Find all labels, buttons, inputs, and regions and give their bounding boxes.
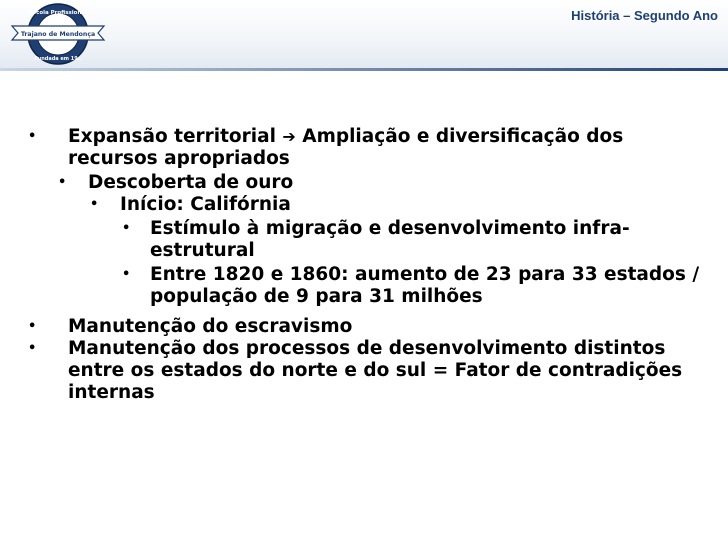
logo-bottom-text: Fundada em 19.. (34, 56, 82, 62)
school-logo (6, 2, 110, 66)
list-item (28, 264, 708, 308)
list-item (28, 316, 708, 338)
bullet-icon: • (28, 129, 37, 144)
bullet-icon: • (122, 267, 131, 282)
logo-banner-text: Trajano de Mendonça (20, 31, 96, 38)
bullet-icon: • (122, 221, 131, 236)
sub2-text: Início: Califórnia (120, 194, 291, 215)
page-title: História – Segundo Ano (571, 8, 718, 23)
list-item (28, 218, 708, 262)
item2-text: Manutenção do escravismo (68, 316, 353, 337)
bullet-icon: • (90, 197, 99, 212)
bullet-icon: • (28, 341, 37, 356)
list-item (28, 126, 708, 170)
sub1-text: Descoberta de ouro (88, 172, 294, 193)
item1-text-a: Expansão territorial (68, 126, 276, 147)
bullet-icon: • (58, 175, 67, 190)
header-rule (0, 68, 728, 71)
list-item (28, 172, 708, 194)
sub4-text: Entre 1820 e 1860: aumento de 23 para 33 estados / população de 9 para 31 milhões (150, 264, 700, 307)
bullet-icon: • (28, 319, 37, 334)
list-item (28, 338, 708, 404)
list-item (28, 194, 708, 216)
item1-text-b: Ampliação e diversificação dos recursos apropriados (68, 126, 624, 169)
item3-text: Manutenção dos processos de desenvolvimento distintos entre os estados do norte e do sul = Fator de contradições internas (68, 338, 683, 403)
arrow-right-icon: ➔ (282, 127, 296, 146)
slide-content (28, 126, 708, 404)
logo-top-text: Escola Profissional (29, 10, 87, 16)
sub3-text: Estímulo à migração e desenvolvimento infra-estrutural (150, 218, 630, 261)
spacer (28, 308, 708, 316)
